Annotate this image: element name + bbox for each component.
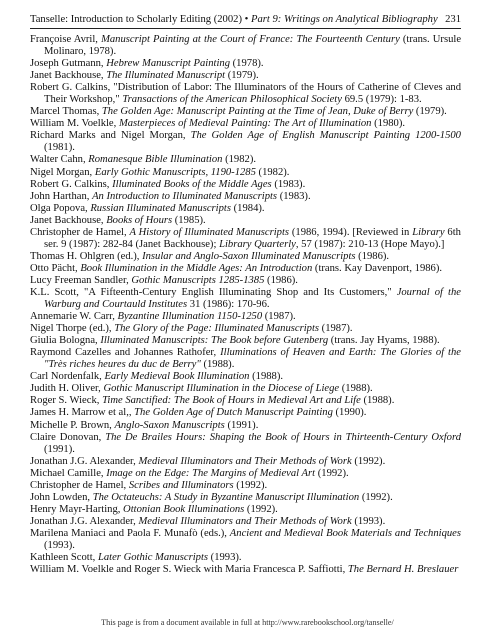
entry-text: (1988). bbox=[200, 359, 235, 371]
entry-text: (1987). bbox=[262, 311, 296, 323]
entry-text: (1981). bbox=[44, 142, 75, 154]
running-title bbox=[30, 12, 438, 28]
entry-text: , 57 (1987): 210-13 (Hope Mayo).] bbox=[295, 238, 445, 250]
entry-text: Marcel Thomas, bbox=[30, 106, 102, 118]
entry-text: (1992). bbox=[359, 491, 393, 503]
entry-text: Nigel Thorpe (ed.), bbox=[30, 323, 115, 335]
entry-title: Book Illumination in the Middle Ages: An Introduction bbox=[80, 262, 313, 274]
entry-title: Medieval Illuminators and Their Methods of Work bbox=[138, 515, 352, 527]
entry-title: Romanesque Bible Illumination bbox=[88, 154, 223, 166]
entry-text: (1984). bbox=[231, 202, 265, 214]
entry-text: (1980). bbox=[371, 118, 406, 130]
entry-text: Carl Nordenfalk, bbox=[30, 371, 105, 383]
header-bullet: • bbox=[244, 14, 249, 25]
entry-text: (1982). bbox=[255, 166, 290, 178]
bibliography-entry bbox=[30, 70, 461, 82]
entry-title: The Glory of the Page: Illuminated Manuscripts bbox=[114, 323, 320, 335]
bibliography-entry bbox=[30, 395, 461, 407]
entry-text: Michael Camille, bbox=[30, 467, 107, 479]
bibliography-entry bbox=[30, 468, 461, 480]
bibliography-entry bbox=[30, 58, 461, 70]
entry-title: The Octateuchs: A Study in Byzantine Manuscript Illumination bbox=[92, 491, 360, 503]
bibliography-entry bbox=[30, 516, 461, 528]
entry-title: Later Gothic Manuscripts bbox=[97, 552, 209, 564]
entry-text: Annemarie W. Carr, bbox=[30, 311, 118, 323]
bibliography-entry bbox=[30, 335, 461, 347]
bibliography-entry bbox=[30, 118, 461, 130]
entry-text: (1979). bbox=[225, 70, 259, 82]
entry-title: Illuminated Books of the Middle Ages bbox=[112, 178, 272, 190]
entry-title: A History of Illuminated Manuscripts bbox=[129, 226, 290, 238]
bibliography-entry bbox=[30, 251, 461, 263]
entry-title: Library bbox=[412, 226, 445, 238]
entry-title: Anglo-Saxon Manuscripts bbox=[114, 419, 225, 431]
entry-text: Robert G. Calkins, "Distribution of Labor: The Illuminators of the Hours of Catherine of Cleves and Their Workshop," bbox=[30, 82, 461, 106]
bibliography-entry bbox=[30, 106, 461, 118]
entry-title: Books of Hours bbox=[106, 214, 173, 226]
entry-text: Richard Marks and Nigel Morgan, bbox=[30, 130, 191, 142]
entry-text: John Lowden, bbox=[30, 491, 93, 503]
entry-text: (1991). bbox=[44, 443, 75, 455]
entry-title: Hebrew Manuscript Painting bbox=[106, 58, 230, 70]
entry-title: Masterpieces of Medieval Painting: The Art of Illumination bbox=[118, 118, 372, 130]
entry-text: (1978). bbox=[230, 58, 264, 70]
entry-text: (1992). bbox=[315, 467, 349, 479]
entry-title: Journal of the Warburg and Courtauld Institutes bbox=[44, 286, 461, 311]
entry-title: The Golden Age of Dutch Manuscript Painting bbox=[134, 407, 333, 419]
entry-text: Janet Backhouse, bbox=[30, 214, 107, 226]
entry-title: The Illuminated Manuscript bbox=[106, 70, 226, 82]
bibliography-entry bbox=[30, 179, 461, 191]
bibliography-entry bbox=[30, 432, 461, 456]
bibliography-entry bbox=[30, 383, 461, 395]
entry-title: Transactions of the American Philosophical Society bbox=[122, 94, 342, 106]
entry-text: (1987). bbox=[319, 323, 353, 335]
entry-text: Nigel Morgan, bbox=[30, 166, 95, 178]
bibliography-entry bbox=[30, 34, 461, 58]
entry-text: Giulia Bologna, bbox=[30, 335, 101, 347]
entry-title: Insular and Anglo-Saxon Illuminated Manuscripts bbox=[142, 250, 356, 262]
entry-title: Ancient and Medieval Book Materials and Techniques bbox=[229, 527, 461, 539]
entry-title: Manuscript Painting at the Court of France: The Fourteenth Century bbox=[101, 34, 400, 45]
entry-text: (1988). bbox=[249, 371, 284, 383]
entry-text: (1986, 1994). [Reviewed in bbox=[289, 226, 413, 238]
entry-text: (1993). bbox=[351, 515, 386, 527]
entry-text: 69.5 (1979): 1-83. bbox=[341, 94, 422, 106]
entry-text: Christopher de Hamel, bbox=[30, 226, 130, 238]
entry-text: (1986). bbox=[355, 250, 390, 262]
bibliography-entry bbox=[30, 528, 461, 552]
bibliography-entry bbox=[30, 371, 461, 383]
bibliography-entry bbox=[30, 347, 461, 371]
entry-text: Otto Pächt, bbox=[30, 262, 81, 274]
bibliography-entry bbox=[30, 420, 461, 432]
entry-text: Walter Cahn, bbox=[30, 154, 89, 166]
entry-text: Kathleen Scott, bbox=[30, 552, 98, 564]
entry-text: Judith H. Oliver, bbox=[30, 383, 104, 395]
bibliography-entry bbox=[30, 504, 461, 516]
entry-text: (1986). bbox=[264, 274, 298, 286]
entry-text: 6th ser. 9 (1987): 282-84 (Janet Backhouse); bbox=[44, 226, 461, 250]
source-footer: This page is from a document available in full at http://www.rarebookschool.org/tanselle/ bbox=[101, 618, 394, 627]
entry-title: The De Brailes Hours: Shaping the Book of Hours in Thirteenth-Century Oxford bbox=[105, 431, 461, 443]
entry-text: Lucy Freeman Sandler, bbox=[30, 274, 132, 286]
entry-text: Robert G. Calkins, bbox=[30, 178, 113, 190]
entry-text: (1983). bbox=[271, 178, 306, 190]
entry-title: Gothic Manuscript Illumination in the Diocese of Liege bbox=[103, 383, 340, 395]
page-number: 231 bbox=[445, 14, 461, 25]
entry-title: Russian Illuminated Manuscripts bbox=[90, 202, 231, 214]
entry-text: (1988). bbox=[360, 395, 395, 407]
entry-title: Gothic Manuscripts 1285-1385 bbox=[131, 274, 265, 286]
entry-text: (1983). bbox=[277, 190, 311, 202]
entry-text: Joseph Gutmann, bbox=[30, 58, 107, 70]
bibliography-entry bbox=[30, 215, 461, 227]
entry-text: (1988). bbox=[339, 383, 373, 395]
entry-text: Jonathan J.G. Alexander, bbox=[30, 515, 139, 527]
entry-title: Image on the Edge: The Margins of Medieval Art bbox=[106, 467, 316, 479]
entry-text: Claire Donovan, bbox=[30, 431, 106, 443]
bibliography-entry bbox=[30, 311, 461, 323]
entry-title: The Bernard H. Breslauer bbox=[347, 564, 459, 576]
entry-title: Library Quarterly bbox=[219, 238, 296, 250]
entry-text: (1992). bbox=[244, 503, 278, 515]
entry-text: K.L. Scott, "A Fifteenth-Century English Illuminating Shop and Its Customers," bbox=[30, 286, 397, 298]
bibliography-entry bbox=[30, 275, 461, 287]
bibliography-entry bbox=[30, 227, 461, 251]
bibliography-list bbox=[30, 34, 461, 576]
bibliography-entry bbox=[30, 323, 461, 335]
entry-text: Henry Mayr-Harting, bbox=[30, 503, 124, 515]
entry-title: Illuminations of Heaven and Earth: The Glories of the "Très riches heures du duc de Berry" bbox=[44, 347, 462, 371]
entry-text: Roger S. Wieck, bbox=[30, 395, 103, 407]
entry-title: Byzantine Illumination 1150-1250 bbox=[117, 311, 263, 323]
bibliography-entry bbox=[30, 480, 461, 492]
entry-text: (1979). bbox=[413, 106, 447, 118]
entry-title: Scribes and Illuminators bbox=[128, 479, 234, 491]
entry-title: The Golden Age: Manuscript Painting at the Time of Jean, Duke of Berry bbox=[101, 106, 414, 118]
bibliography-entry bbox=[30, 552, 461, 564]
entry-text: Olga Popova, bbox=[30, 202, 91, 214]
bibliography-entry bbox=[30, 130, 461, 154]
running-header bbox=[30, 12, 461, 29]
entry-text: Françoise Avril, bbox=[30, 34, 102, 45]
entry-text: (1992). bbox=[233, 479, 268, 491]
bibliography-entry bbox=[30, 191, 461, 203]
entry-text: William M. Voelkle and Roger S. Wieck with Maria Francesca P. Saffiotti, bbox=[30, 564, 348, 576]
bibliography-entry bbox=[30, 287, 461, 311]
entry-text: (1991). bbox=[224, 419, 259, 431]
entry-text: Marilena Maniaci and Paola F. Munafò (eds.), bbox=[30, 527, 230, 539]
bibliography-entry bbox=[30, 154, 461, 166]
entry-text: Jonathan J.G. Alexander, bbox=[30, 455, 139, 467]
entry-text: 31 (1986): 170-96. bbox=[187, 299, 270, 311]
entry-text: (1992). bbox=[351, 455, 386, 467]
bibliography-entry bbox=[30, 564, 461, 576]
entry-text: Michelle P. Brown, bbox=[30, 419, 115, 431]
entry-title: Early Gothic Manuscripts, 1190-1285 bbox=[94, 166, 256, 178]
entry-text: Christopher de Hamel, bbox=[30, 479, 129, 491]
entry-title: Illuminated Manuscripts: The Book before Gutenberg bbox=[100, 335, 329, 347]
entry-title: An Introduction to Illuminated Manuscripts bbox=[92, 190, 278, 202]
bibliography-entry bbox=[30, 263, 461, 275]
bibliography-entry bbox=[30, 492, 461, 504]
bibliography-entry bbox=[30, 456, 461, 468]
entry-text: John Harthan, bbox=[30, 190, 93, 202]
entry-text: Janet Backhouse, bbox=[30, 70, 107, 82]
running-title-book: Tanselle: Introduction to Scholarly Editing (2002) bbox=[30, 14, 242, 25]
entry-text: (trans. Kay Davenport, 1986). bbox=[312, 262, 443, 274]
entry-title: Early Medieval Book Illumination bbox=[104, 371, 250, 383]
entry-title: The Golden Age of English Manuscript Painting 1200-1500 bbox=[190, 130, 461, 142]
entry-text: Thomas H. Ohlgren (ed.), bbox=[30, 250, 143, 262]
entry-text: William M. Voelkle, bbox=[30, 118, 119, 130]
entry-text: (1985). bbox=[172, 214, 206, 226]
entry-text: Raymond Cazelles and Johannes Rathofer, bbox=[30, 347, 221, 359]
bibliography-entry bbox=[30, 82, 461, 106]
entry-text: (1993). bbox=[208, 552, 242, 564]
bibliography-entry bbox=[30, 407, 461, 419]
entry-text: (1982). bbox=[222, 154, 256, 166]
entry-text: (1993). bbox=[44, 539, 75, 551]
entry-text: (trans. Ursule Molinaro, 1978). bbox=[44, 34, 462, 58]
entry-text: (trans. Jay Hyams, 1988). bbox=[328, 335, 440, 347]
entry-text: (1990). bbox=[332, 407, 367, 419]
entry-title: Time Sanctified: The Book of Hours in Medieval Art and Life bbox=[102, 395, 361, 407]
bibliography-entry bbox=[30, 203, 461, 215]
running-title-part: Part 9: Writings on Analytical Bibliography bbox=[251, 14, 438, 25]
entry-title: Medieval Illuminators and Their Methods of Work bbox=[138, 455, 352, 467]
bibliography-entry bbox=[30, 167, 461, 179]
entry-title: Ottonian Book Illuminations bbox=[123, 503, 245, 515]
entry-text: James H. Marrow et al,, bbox=[30, 407, 135, 419]
